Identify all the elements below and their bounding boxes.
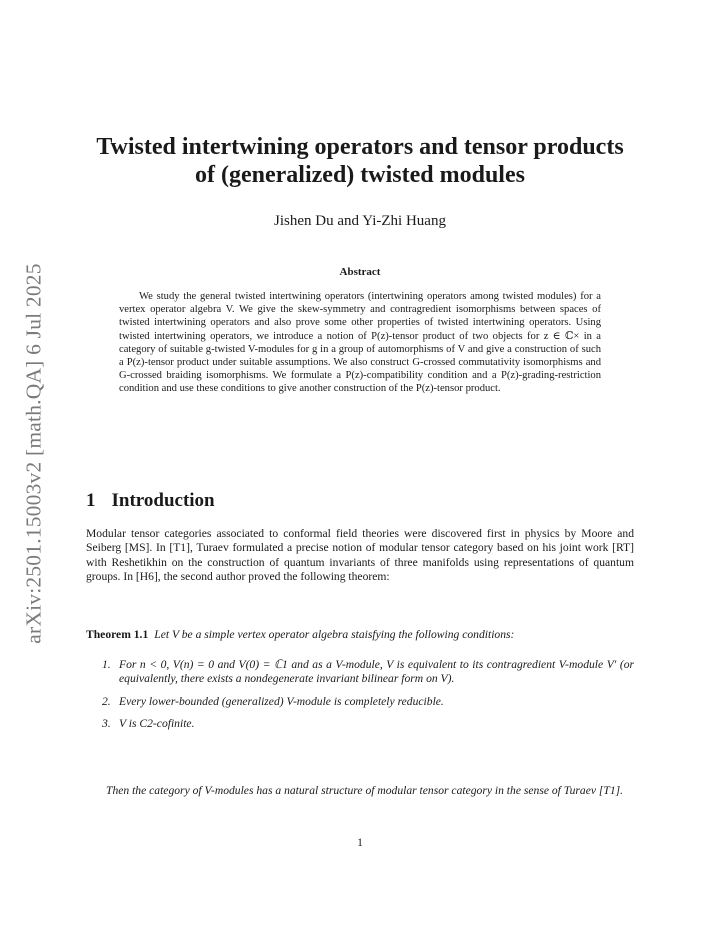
section-number: 1 bbox=[86, 490, 96, 511]
condition-marker: 1. bbox=[102, 658, 111, 671]
abstract-text: We study the general twisted intertwining operators (intertwining operators among twisted modules) for a vertex operator algebra V. We give the skew-symmetry and contragredient isomorphisms between spaces of twisted intertwining operators and also prove some other properties of twisted intertwining operators. Using twisted intertwining operators, we introduce a notion of P(z)-tensor product of two objects for z ∈ ℂ× in a category of suitable g-twisted V-modules for g in a group of automorphisms of V and give a construction of such a P(z)-tensor product under suitable assumptions. We also construct G-crossed commutativity isomorphisms and G-crossed braiding isomorphisms. We formulate a P(z)-compatibility condition and a P(z)-grading-restriction condition and use these conditions to give another construction of the P(z)-tensor product. bbox=[119, 291, 601, 395]
theorem-condition-item bbox=[102, 658, 634, 687]
paper-authors: Jishen Du and Yi-Zhi Huang bbox=[274, 213, 446, 229]
theorem-condition-item bbox=[102, 695, 634, 709]
condition-marker: 3. bbox=[102, 717, 111, 731]
arxiv-identifier-stamp bbox=[20, 258, 48, 648]
theorem-statement bbox=[86, 628, 634, 642]
theorem-conditions-list bbox=[102, 658, 634, 732]
theorem-text: Let V be a simple vertex operator algebra staisfying the following conditions: bbox=[154, 628, 515, 641]
section-heading bbox=[86, 490, 215, 512]
arxiv-identifier-text: arXiv:2501.15003v2 [math.QA] 6 Jul 2025 bbox=[21, 262, 46, 644]
theorem-conclusion: Then the category of V-modules has a natural structure of modular tensor category in the sense of Turaev [T1]. bbox=[106, 784, 624, 797]
condition-text: Every lower-bounded (generalized) V-module is completely reducible. bbox=[119, 694, 444, 708]
page-number: 1 bbox=[357, 836, 363, 849]
abstract-heading: Abstract bbox=[339, 266, 381, 278]
introduction-paragraph: Modular tensor categories associated to conformal field theories were discovered first in physics by Moore and Seiberg [MS]. In [T1], Turaev formulated a precise notion of modular tensor category based on his joint work [RT] with Reshetikhin on the construction of quantum invariants of three manifolds using representations of quantum groups. In [H6], the second author proved the following theorem: bbox=[86, 527, 634, 584]
condition-text: For n < 0, V(n) = 0 and V(0) = ℂ1 and as a V-module, V is equivalent to its contragredient V-module V′ (or equivalently, there exists a nondegenerate invariant bilinear form on V). bbox=[119, 658, 634, 686]
theorem-condition-item bbox=[102, 717, 634, 731]
condition-text: V is C2-cofinite. bbox=[119, 717, 195, 731]
section-title: Introduction bbox=[111, 490, 215, 511]
paper-title: Twisted intertwining operators and tensor products of (generalized) twisted modules bbox=[96, 134, 624, 188]
theorem-label: Theorem 1.1 bbox=[86, 628, 149, 641]
condition-marker: 2. bbox=[102, 694, 111, 708]
